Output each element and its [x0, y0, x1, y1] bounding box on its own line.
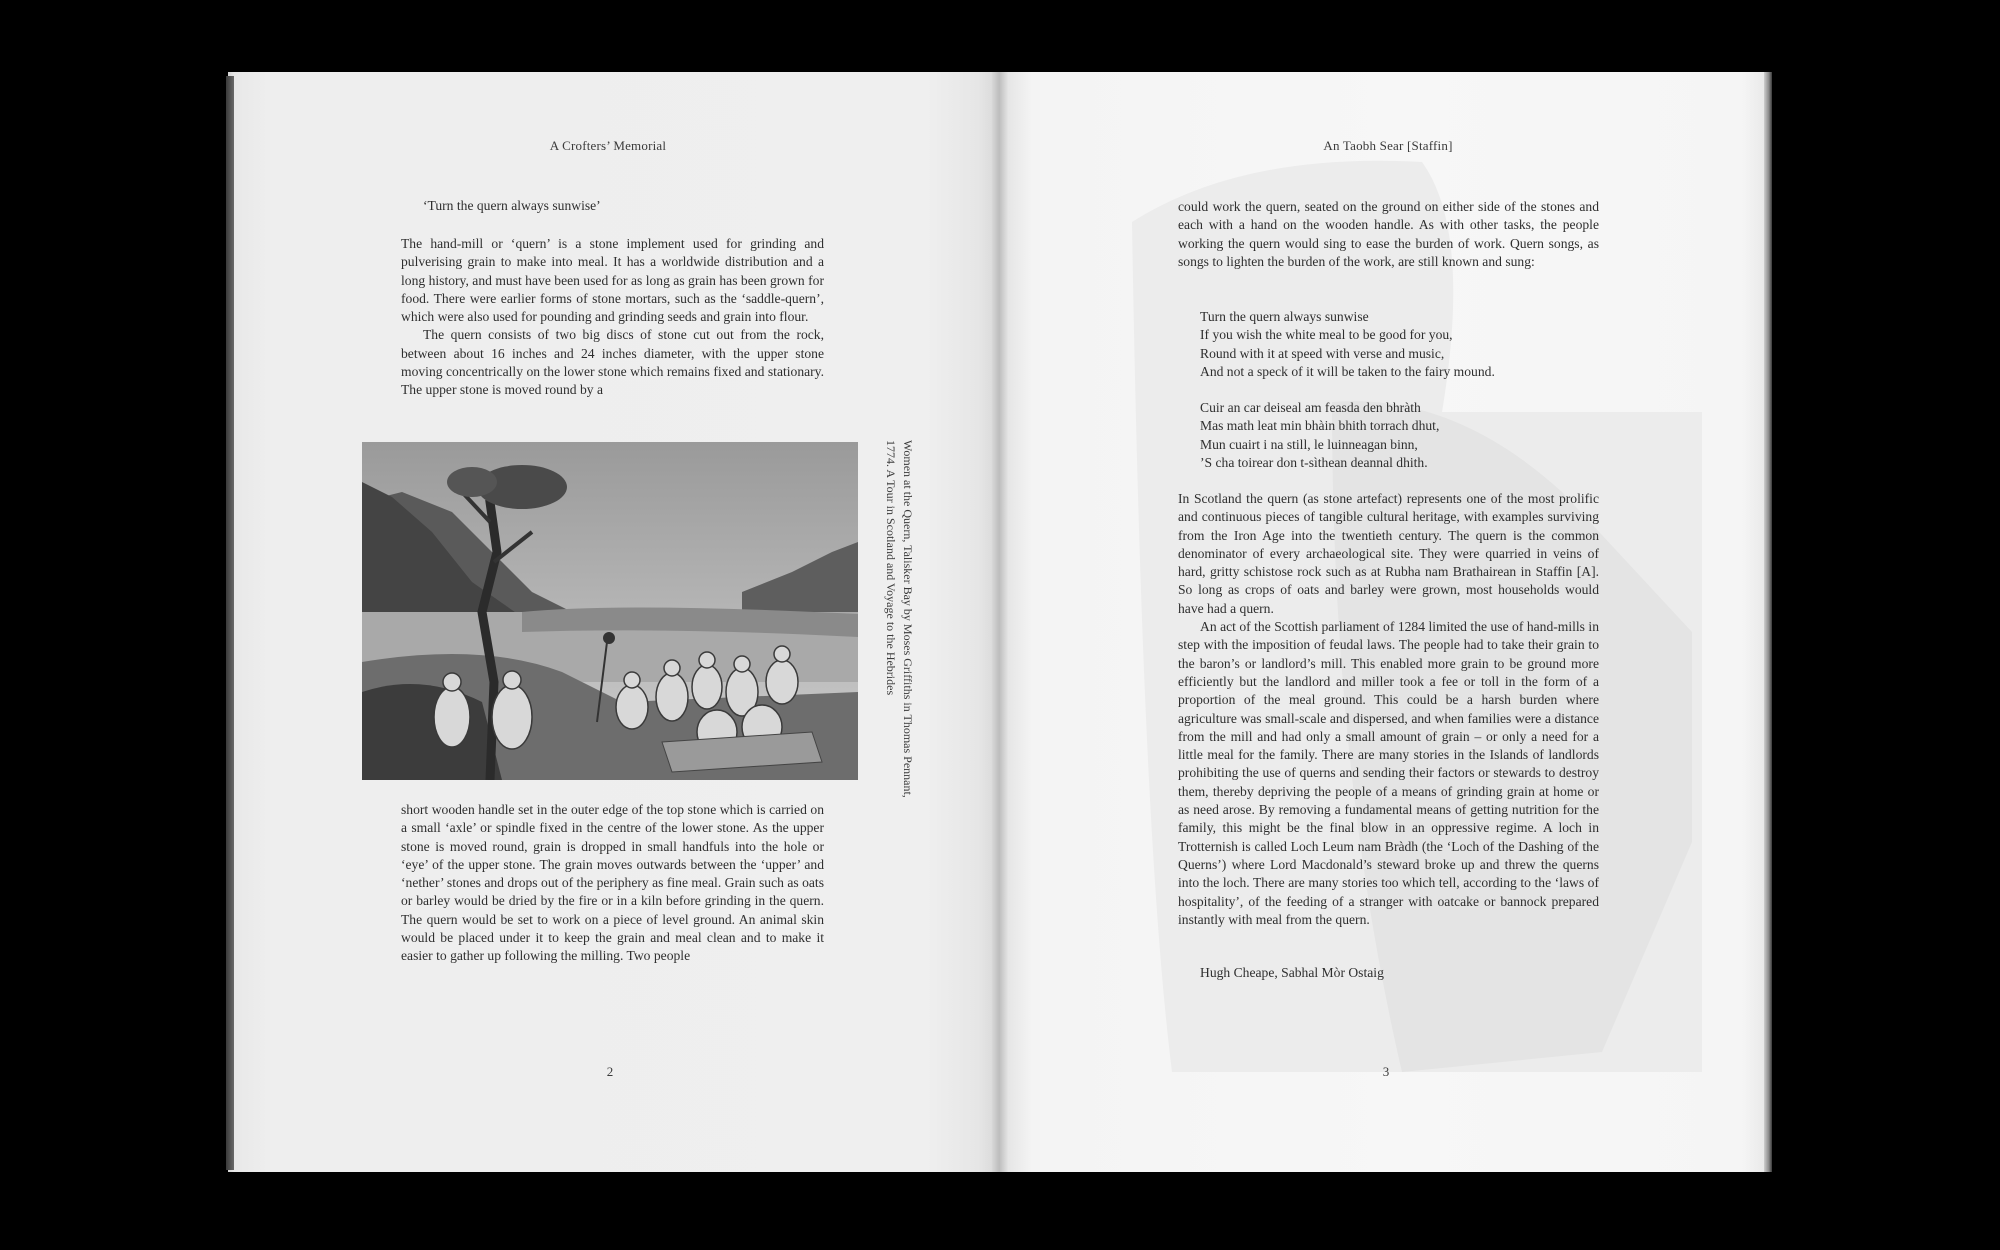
engraving-plate	[362, 442, 858, 780]
right-page	[1002, 72, 1766, 1172]
verse-line: Mun cuairt i na still, le luinneagan binn,	[1200, 436, 1418, 452]
right-paragraph-1: could work the quern, seated on the ground on either side of the stones and each with a hand on the wooden handle. As with other tasks, the people working the quern would sing to ease the burden of work. Quern songs, as songs to lighten the burden of the work, are still known and sung:	[1178, 199, 1599, 269]
running-head-right: An Taobh Sear [Staffin]	[1323, 138, 1453, 153]
left-paragraph-3: short wooden handle set in the outer edge of the top stone which is carried on a small ‘axle’ or spindle fixed in the centre of the lower stone. As the upper stone is moved round, grain is dropped in small handfuls into the hole or ‘eye’ of the upper stone. The grain moves outwards between the ‘upper’ and ‘nether’ stones and drops out of the periphery as fine meal. Grain such as oats or barley would be dried by the fire or in a kiln before grinding in the quern. The quern would be set to work on a piece of level ground. An animal skin would be placed under it to keep the grain and meal clean and to make it easier to gather up following the milling. Two people	[401, 802, 824, 964]
verse-line: Turn the quern always sunwise	[1200, 309, 1369, 324]
right-text-top	[1178, 198, 1599, 271]
book-gutter	[992, 72, 1008, 1172]
right-paragraph-2: In Scotland the quern (as stone artefact) represents one of the most prolific and continuous pieces of tangible cultural heritage, with examples surviving from the Iron Age into the twentieth century. The quern is the common denominator of every archaeological site. They were quarried in veins of hard, gritty schistose rock such as at Rubha nam Brathairean in Staffin [A]. So long as crops of oats and barley were grown, most households would have had a quern.	[1178, 491, 1599, 616]
verse-line: Cuir an car deiseal am feasda den bhràth	[1200, 400, 1421, 415]
right-paragraph-3: An act of the Scottish parliament of 1284 limited the use of hand-mills in step with the imposition of feudal laws. The people had to take their grain to the baron’s or landlord’s mill. This enabled more grain to be ground more efficiently but the landlord and miller took a fee or toll in the form of a proportion of the meal ground. This could be a harsh burden where agriculture was small-scale and dispersed, and when families were a distance from the mill and had only a small amount of grain – or only a need for a little meal for the family. There are many stories in the Islands of landlords prohibiting the use of querns and sending their factors or stewards to destroy them, thereby depriving the people of a means of grinding grain at home or as need arose. By removing a fundamental means of getting nutrition for the family, this might be the final blow in an oppressive regime. A loch in Trotternish is called Loch Leum nam Bràdh (the ‘Loch of the Dashing of the Querns’) where Lord Macdonald’s steward broke up and threw the querns into the loch. There are many stories too which tell, according to the ‘laws of hospitality’, of the feeding of a stranger with oatcake or bannock prepared instantly with meal from the quern.	[1178, 619, 1599, 927]
right-text-main	[1178, 490, 1599, 929]
epigraph: ‘Turn the quern always sunwise’	[423, 198, 601, 213]
verse-line: Mas math leat min bhàin bhith torrach dhut,	[1200, 418, 1440, 434]
signature: Hugh Cheape, Sabhal Mòr Ostaig	[1200, 965, 1384, 980]
folio-left: 2	[606, 1064, 614, 1079]
left-page	[228, 72, 998, 1172]
verse-line: ’S cha toirear don t-sìthean deannal dhith.	[1200, 454, 1428, 470]
right-page-edge	[1764, 72, 1772, 1172]
folio-right: 3	[1382, 1064, 1390, 1079]
caption-line-1: Women at the Quern, Talisker Bay by Moses Griffiths in Thomas Pennant,	[901, 440, 915, 798]
plate-caption	[868, 440, 918, 798]
left-text-top	[401, 235, 824, 400]
running-head-left: A Crofters’ Memorial	[549, 138, 667, 153]
caption-line-2: 1774. A Tour in Scotland and Voyage to the Hebrides	[884, 440, 898, 696]
verse-gaelic	[1200, 399, 1600, 472]
verse-line: And not a speck of it will be taken to the fairy mound.	[1200, 363, 1495, 379]
left-paragraph-1: The hand-mill or ‘quern’ is a stone implement used for grinding and pulverising grain to make into meal. It has a worldwide distribution and a long history, and must have been used for as long as grain has been grown for food. There were earlier forms of stone mortars, such as the ‘saddle-quern’, which were also used for pounding and grinding seeds and grain into flour.	[401, 236, 824, 325]
verse-line: If you wish the white meal to be good for you,	[1200, 327, 1453, 343]
left-cover-edge	[226, 76, 234, 1170]
left-paragraph-2: The quern consists of two big discs of stone cut out from the rock, between about 16 inches and 24 inches diameter, with the upper stone moving concentrically on the lower stone which remains fixed and stationary. The upper stone is moved round by a	[401, 327, 824, 398]
verse-english	[1200, 308, 1600, 381]
engraving-illustration	[362, 442, 858, 780]
left-text-bottom	[401, 801, 824, 966]
verse-line: Round with it at speed with verse and music,	[1200, 345, 1445, 361]
